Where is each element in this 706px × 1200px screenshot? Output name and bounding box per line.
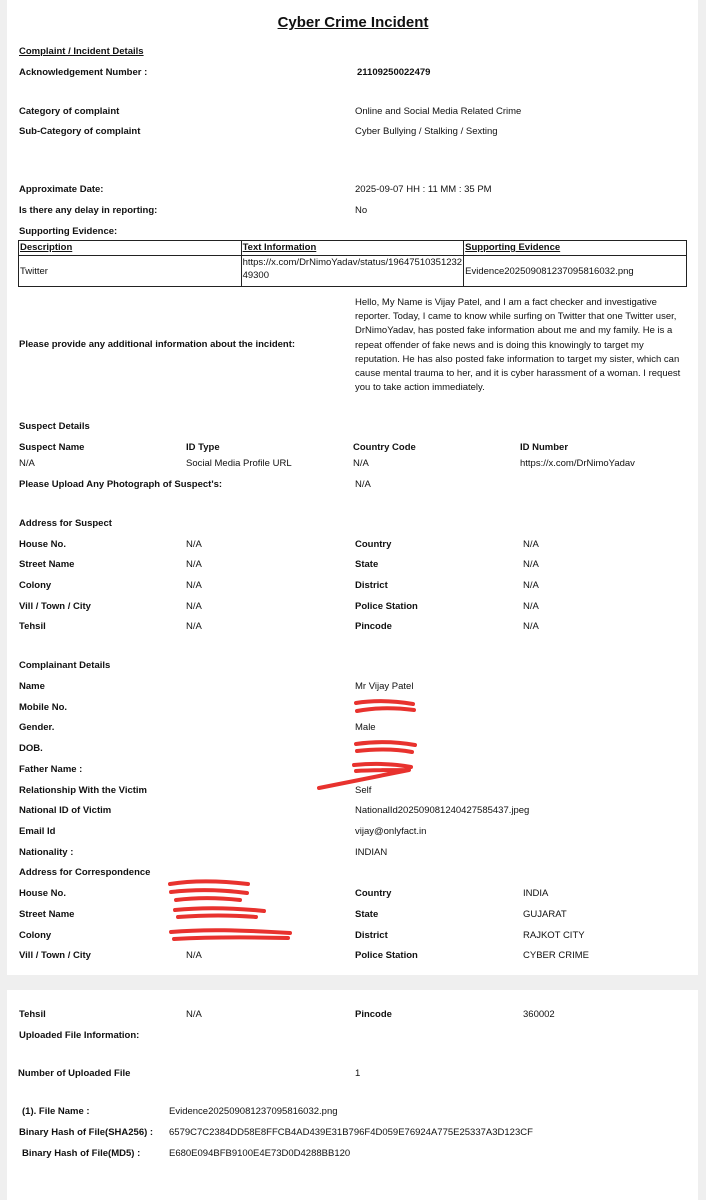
additional-info-text: Hello, My Name is Vijay Patel, and I am a fact checker and investigative reporter. Today, I came to know while surfing on Twitter that one Twitter user, DrNimoYadav, has posted fake information about me and my family. He is a repeat offender of fake news and is doing this knowingly to target my reputation. He has also posted fake information to target my sister, which can cause mental trauma to her, and it is cyber harassment of a woman. I request you to take action immediately.: [355, 297, 681, 394]
sa-value: N/A: [523, 539, 539, 550]
complainant-label: Email Id: [19, 826, 56, 837]
corr-label: Street Name: [19, 909, 75, 920]
sa-label: Country: [355, 539, 392, 550]
subcategory-value: Cyber Bullying / Stalking / Sexting: [355, 126, 498, 137]
document-title: Cyber Crime Incident: [277, 14, 429, 31]
sa-value: N/A: [186, 580, 202, 591]
evidence-header-description: Description: [19, 241, 242, 256]
subcategory-label: Sub-Category of complaint: [19, 126, 141, 137]
sa-value: N/A: [523, 601, 539, 612]
tehsil-label: Tehsil: [19, 1009, 46, 1020]
complainant-value: INDIAN: [355, 847, 388, 858]
tehsil-value: N/A: [186, 1009, 202, 1020]
suspect-header-country: Country Code: [353, 442, 416, 453]
complainant-label: Father Name :: [19, 764, 83, 775]
corr-label: Colony: [19, 930, 52, 941]
sha256-label: Binary Hash of File(SHA256) :: [19, 1127, 154, 1138]
corr-value: CYBER CRIME: [523, 950, 589, 961]
corr-label: Police Station: [355, 950, 418, 961]
complainant-value: vijay@onlyfact.in: [355, 826, 427, 837]
section-uploaded-files: Uploaded File Information:: [19, 1030, 140, 1041]
complainant-label: Gender.: [19, 722, 55, 733]
sa-value: N/A: [186, 621, 202, 632]
file-name-label: (1). File Name :: [22, 1106, 90, 1117]
complainant-value: Male: [355, 722, 376, 733]
suspect-country: N/A: [353, 458, 369, 469]
suspect-header-idnumber: ID Number: [520, 442, 569, 453]
suspect-header-name: Suspect Name: [19, 442, 85, 453]
sa-label: Tehsil: [19, 621, 46, 632]
suspect-name: N/A: [19, 458, 35, 469]
complainant-label: National ID of Victim: [19, 805, 112, 816]
approx-date-value: 2025-09-07 HH : 11 MM : 35 PM: [355, 184, 492, 195]
approx-date-label: Approximate Date:: [19, 184, 104, 195]
ack-label: Acknowledgement Number :: [19, 67, 148, 78]
sa-label: Police Station: [355, 601, 418, 612]
evidence-table-row: [19, 256, 687, 287]
uploaded-count-value: 1: [355, 1068, 361, 1079]
corr-label: State: [355, 909, 379, 920]
corr-value: RAJKOT CITY: [523, 930, 585, 941]
complainant-value: Self: [355, 785, 372, 796]
ack-value: 21109250022479: [357, 67, 431, 78]
evidence-description: Twitter: [19, 256, 242, 287]
supporting-evidence-label: Supporting Evidence:: [19, 226, 118, 237]
sa-label: District: [355, 580, 388, 591]
suspect-photo-value: N/A: [355, 479, 371, 490]
corr-value: N/A: [186, 950, 202, 961]
corr-value: GUJARAT: [523, 909, 567, 920]
complainant-value: NationalId20250908124042758543​7.jpeg: [355, 805, 530, 816]
suspect-idtype: Social Media Profile URL: [186, 458, 292, 469]
complainant-label: Nationality :: [19, 847, 74, 858]
category-value: Online and Social Media Related Crime: [355, 106, 522, 117]
corr-label: Vill / Town / City: [19, 950, 91, 961]
section-complaint-details: Complaint / Incident Details: [19, 46, 144, 57]
complainant-value: Mr Vijay Patel: [355, 681, 414, 692]
md5-label: Binary Hash of File(MD5) :: [22, 1148, 141, 1159]
suspect-header-idtype: ID Type: [186, 442, 220, 453]
sa-label: Vill / Town / City: [19, 601, 91, 612]
suspect-photo-label: Please Upload Any Photograph of Suspect's:: [19, 479, 223, 490]
evidence-header-text: Text Information: [241, 241, 464, 256]
file-name-value: Evidence20250908123709581603​2.png: [169, 1106, 338, 1117]
section-complainant-details: Complainant Details: [19, 660, 111, 671]
suspect-idnumber: https://x.com/DrNimoYadav: [520, 458, 635, 469]
additional-info-label: Please provide any additional information about the incident:: [19, 339, 296, 350]
complainant-label: Mobile No.: [19, 702, 68, 713]
sa-value: N/A: [523, 559, 539, 570]
corr-value: INDIA: [523, 888, 549, 899]
complainant-label: Name: [19, 681, 45, 692]
sa-value: N/A: [186, 539, 202, 550]
uploaded-count-label: Number of Uploaded File: [18, 1068, 131, 1079]
evidence-table: [18, 240, 687, 287]
section-correspondence: Address for Correspondence: [19, 867, 151, 878]
section-suspect-address: Address for Suspect: [19, 518, 112, 529]
corr-label: Country: [355, 888, 392, 899]
sa-value: N/A: [523, 621, 539, 632]
corr-label: District: [355, 930, 388, 941]
pincode-value: 360002: [523, 1009, 555, 1020]
complainant-label: DOB.: [19, 743, 43, 754]
sa-label: Pincode: [355, 621, 392, 632]
sa-value: N/A: [186, 559, 202, 570]
evidence-header-supporting: Supporting Evidence: [464, 241, 687, 256]
md5-value: E680E094BFB9100E4E73D0D4288BB120: [169, 1148, 351, 1159]
delay-value: No: [355, 205, 368, 216]
corr-label: House No.: [19, 888, 66, 899]
sa-label: House No.: [19, 539, 66, 550]
delay-label: Is there any delay in reporting:: [19, 205, 158, 216]
complainant-label: Relationship With the Victim: [19, 785, 147, 796]
sa-label: State: [355, 559, 379, 570]
sa-value: N/A: [186, 601, 202, 612]
sa-value: N/A: [523, 580, 539, 591]
sa-label: Colony: [19, 580, 52, 591]
sha256-value: 6579C7C2384DD58E8FFCB4AD439E31B796F4D059E76924A775E25337A3D123CF: [169, 1127, 533, 1138]
evidence-file: Evidence20250908123709581603​2.png: [464, 256, 687, 287]
document-page-2: [7, 990, 698, 1200]
section-suspect-details: Suspect Details: [19, 421, 90, 432]
evidence-table-header: [19, 241, 687, 256]
sa-label: Street Name: [19, 559, 75, 570]
pincode-label: Pincode: [355, 1009, 392, 1020]
evidence-text-url: https://x.com/DrNimoYadav/status/1964751035123249300: [241, 256, 464, 287]
category-label: Category of complaint: [19, 106, 120, 117]
